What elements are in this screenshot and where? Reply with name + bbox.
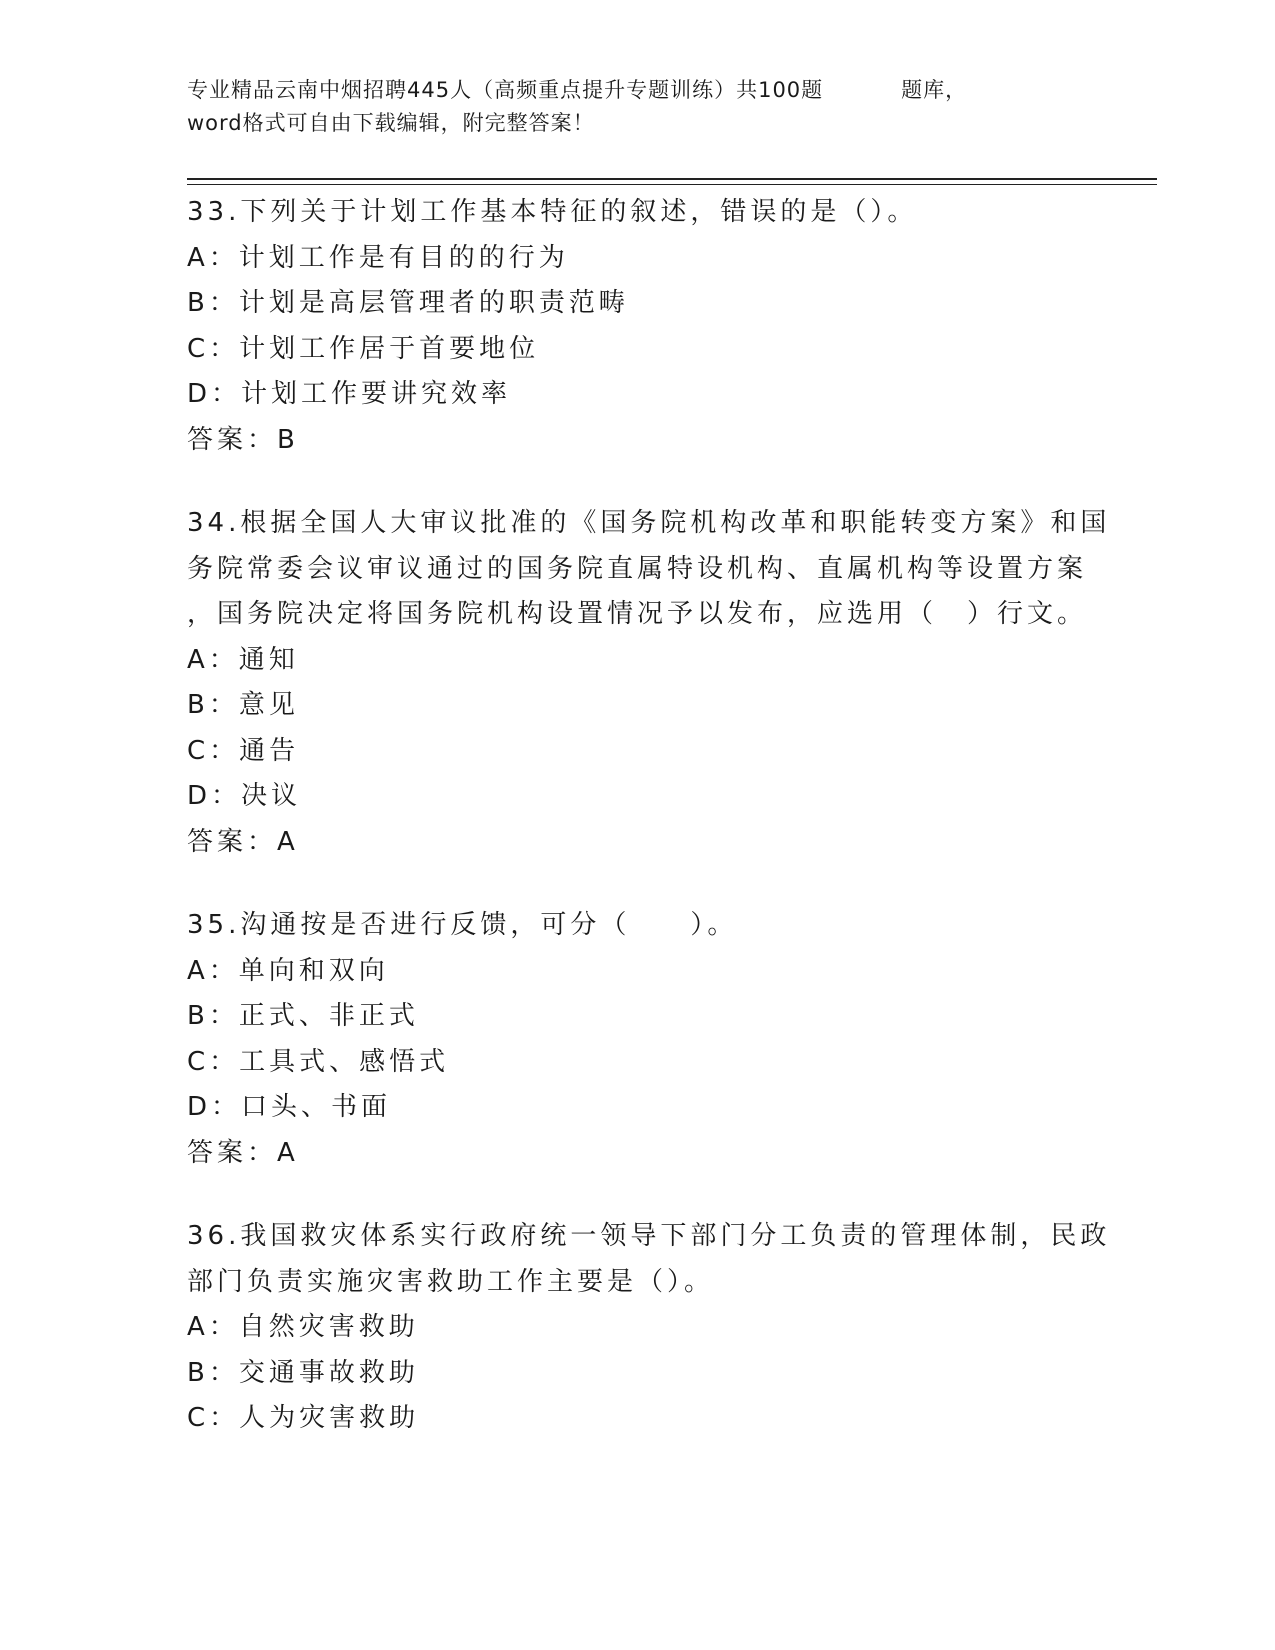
answer-option: C：计划工作居于首要地位 (187, 333, 540, 364)
question-stem: 35.沟通按是否进行反馈，可分（ ）。 (187, 910, 738, 940)
question-stem: 部门负责实施灾害救助工作主要是（）。 (187, 1266, 715, 1297)
answer-option: A：计划工作是有目的的行为 (187, 242, 569, 273)
answer-option: B：交通事故救助 (187, 1357, 419, 1388)
question-block (187, 903, 1087, 1176)
header-divider-thin (187, 184, 1157, 185)
header-divider-thick (187, 178, 1157, 180)
answer-option: C：人为灾害救助 (187, 1403, 420, 1433)
answer-option: A：自然灾害救助 (187, 1312, 419, 1342)
question-list (187, 190, 1111, 1480)
answer-key: 答案：A (187, 1137, 299, 1168)
answer-option: A：单向和双向 (187, 955, 389, 986)
question-stem: 34.根据全国人大审议批准的《国务院机构改革和职能转变方案》和国 (187, 508, 1111, 538)
answer-option: D：决议 (187, 781, 302, 811)
question-stem: 33.下列关于计划工作基本特征的叙述，错误的是（）。 (187, 197, 918, 227)
question-block (187, 190, 1087, 463)
question-stem: 36.我国救灾体系实行政府统一领导下部门分工负责的管理体制，民政 (187, 1221, 1111, 1251)
header-title: 专业精品云南中烟招聘445人（高频重点提升专题训练）共100题 (187, 78, 824, 102)
question-block (187, 501, 1111, 865)
question-block (187, 1214, 1111, 1442)
answer-option: A：通知 (187, 644, 299, 675)
answer-option: C：通告 (187, 735, 300, 766)
answer-key: 答案：B (187, 424, 299, 455)
answer-option: B：计划是高层管理者的职责范畴 (187, 288, 629, 318)
document-header (187, 74, 1087, 140)
answer-key: 答案：A (187, 826, 299, 857)
answer-option: D：计划工作要讲究效率 (187, 379, 512, 409)
question-stem: 务院常委会议审议通过的国务院直属特设机构、直属机构等设置方案 (187, 553, 1088, 584)
answer-option: B：意见 (187, 690, 299, 720)
question-stem: ，国务院决定将国务院机构设置情况予以发布，应选用（ ）行文。 (187, 599, 1088, 629)
answer-option: B：正式、非正式 (187, 1001, 419, 1031)
answer-option: C：工具式、感悟式 (187, 1046, 450, 1077)
header-title-suffix: 题库， (901, 78, 968, 102)
header-title-line (187, 74, 1087, 107)
answer-option: D：口头、书面 (187, 1092, 392, 1122)
header-subtitle: word格式可自由下载编辑，附完整答案！ (187, 111, 595, 135)
